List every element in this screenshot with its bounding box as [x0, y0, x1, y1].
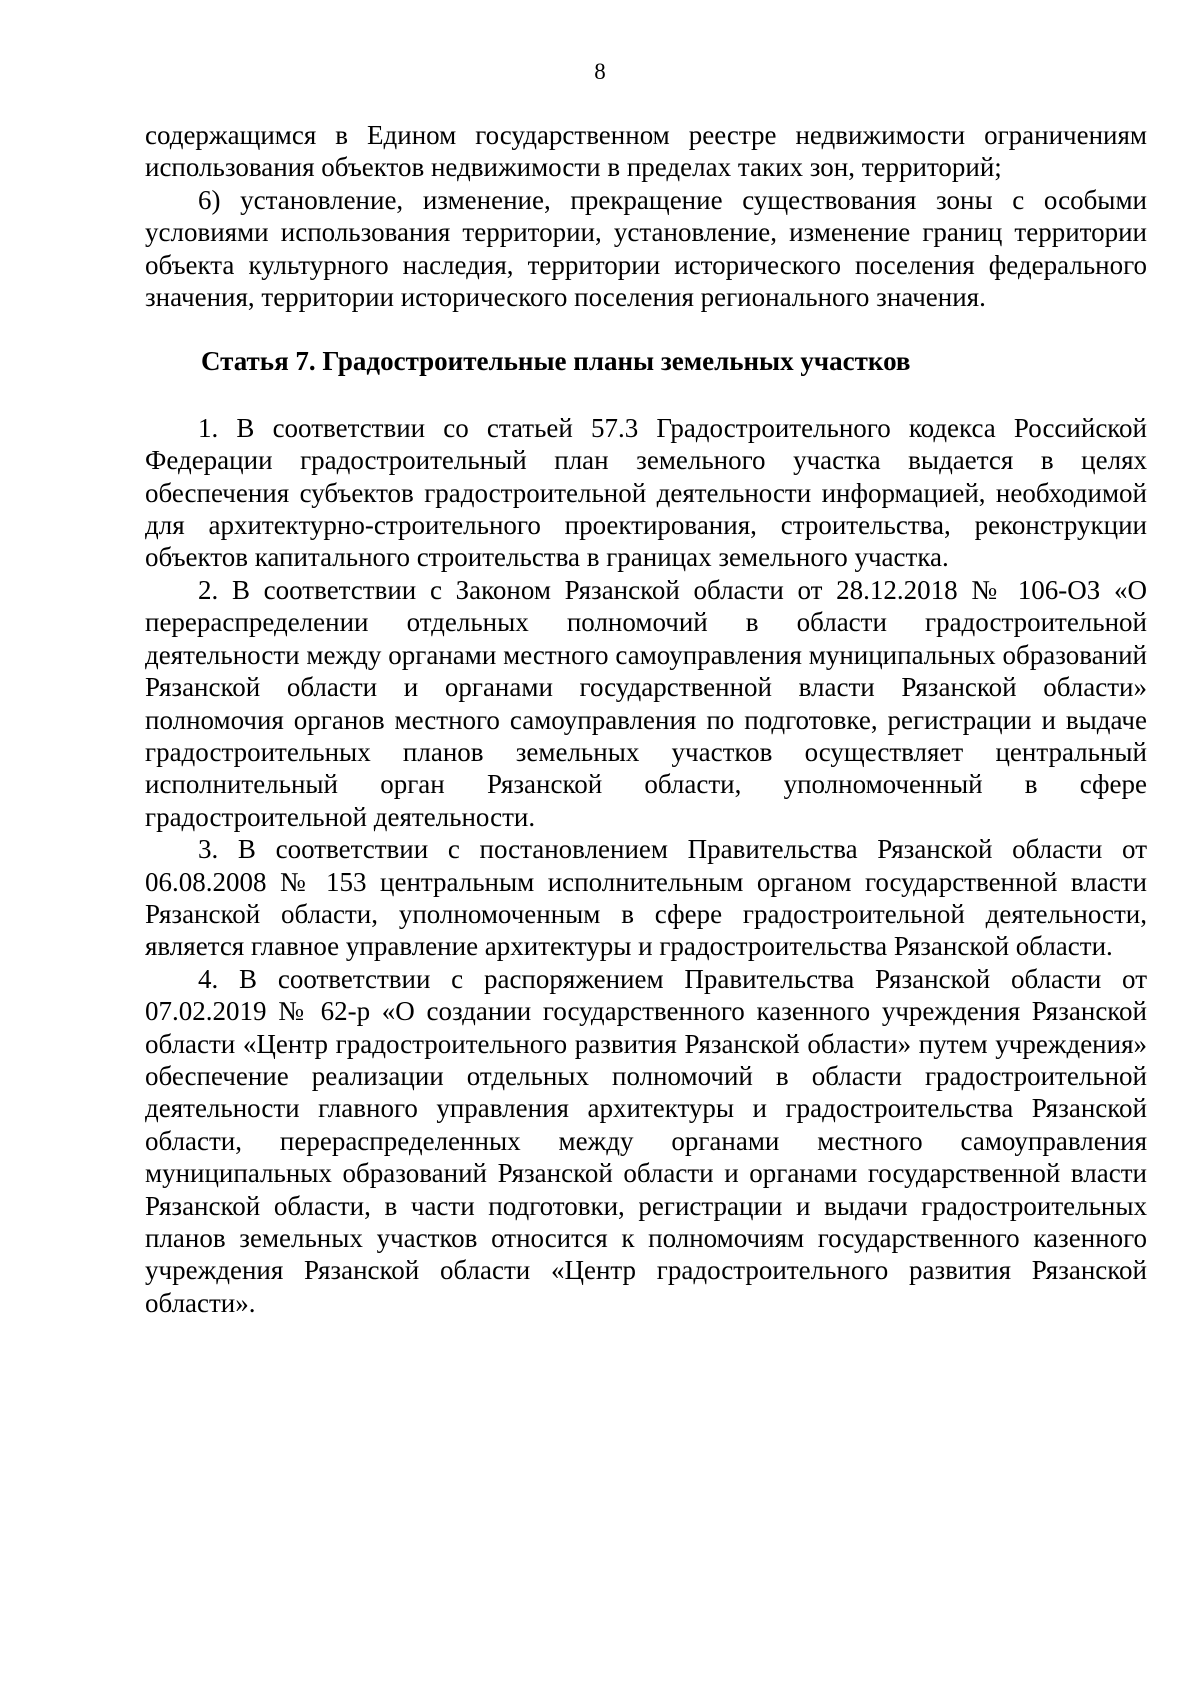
list-item-6: 6) установление, изменение, прекращение существования зоны с особыми условиями использования территории, установление, изменение границ территории объекта культурного наследия, территории исторического поселения федерального значения, территории исторического поселения регионального значения.: [145, 184, 1147, 313]
article-item-3: 3. В соответствии с постановлением Правительства Рязанской области от 06.08.2008 № 153 центральным исполнительным органом государственной власти Рязанской области, уполномоченным в сфере градостроительной деятельности, является главное управление архитектуры и градостроительства Рязанской области.: [145, 834, 1147, 962]
article-heading: Статья 7. Градостроительные планы земельных участков: [201, 346, 911, 377]
article-item-2: 2. В соответствии с Законом Рязанской области от 28.12.2018 № 106-ОЗ «О перераспределении отдельных полномочий в области градостроительной деятельности между органами местного самоуправления муниципальных образований Рязанской области и органами государственной власти Рязанской области» полномочия органов местного самоуправления по подготовке, регистрации и выдаче градостроительных планов земельных участков осуществляет центральный исполнительный орган Рязанской области, уполномоченный в сфере градостроительной деятельности.: [145, 574, 1147, 832]
continuation-paragraph: содержащимся в Едином государственном реестре недвижимости ограничениям использования объектов недвижимости в пределах таких зон, территорий;: [145, 120, 1147, 183]
document-body: [145, 119, 1147, 1319]
article-item-4: 4. В соответствии с распоряжением Правительства Рязанской области от 07.02.2019 № 62-р «О создании государственного казенного учреждения Рязанской области «Центр градостроительного развития Рязанской области» путем учреждения» обеспечение реализации отдельных полномочий в области градостроительной деятельности главного управления архитектуры и градостроительства Рязанской области, перераспределенных между органами местного самоуправления муниципальных образований Рязанской области и органами государственной власти Рязанской области, в части подготовки, регистрации и выдачи градостроительных планов земельных участков относится к полномочиям государственного казенного учреждения Рязанской области «Центр градостроительного развития Рязанской области».: [145, 963, 1147, 1318]
page-number: 8: [594, 59, 606, 84]
article-item-1: 1. В соответствии со статьей 57.3 Градостроительного кодекса Российской Федерации градостроительный план земельного участка выдается в целях обеспечения субъектов градостроительной деятельности информацией, необходимой для архитектурно-строительного проектирования, строительства, реконструкции объектов капитального строительства в границах земельного участка.: [145, 412, 1147, 573]
